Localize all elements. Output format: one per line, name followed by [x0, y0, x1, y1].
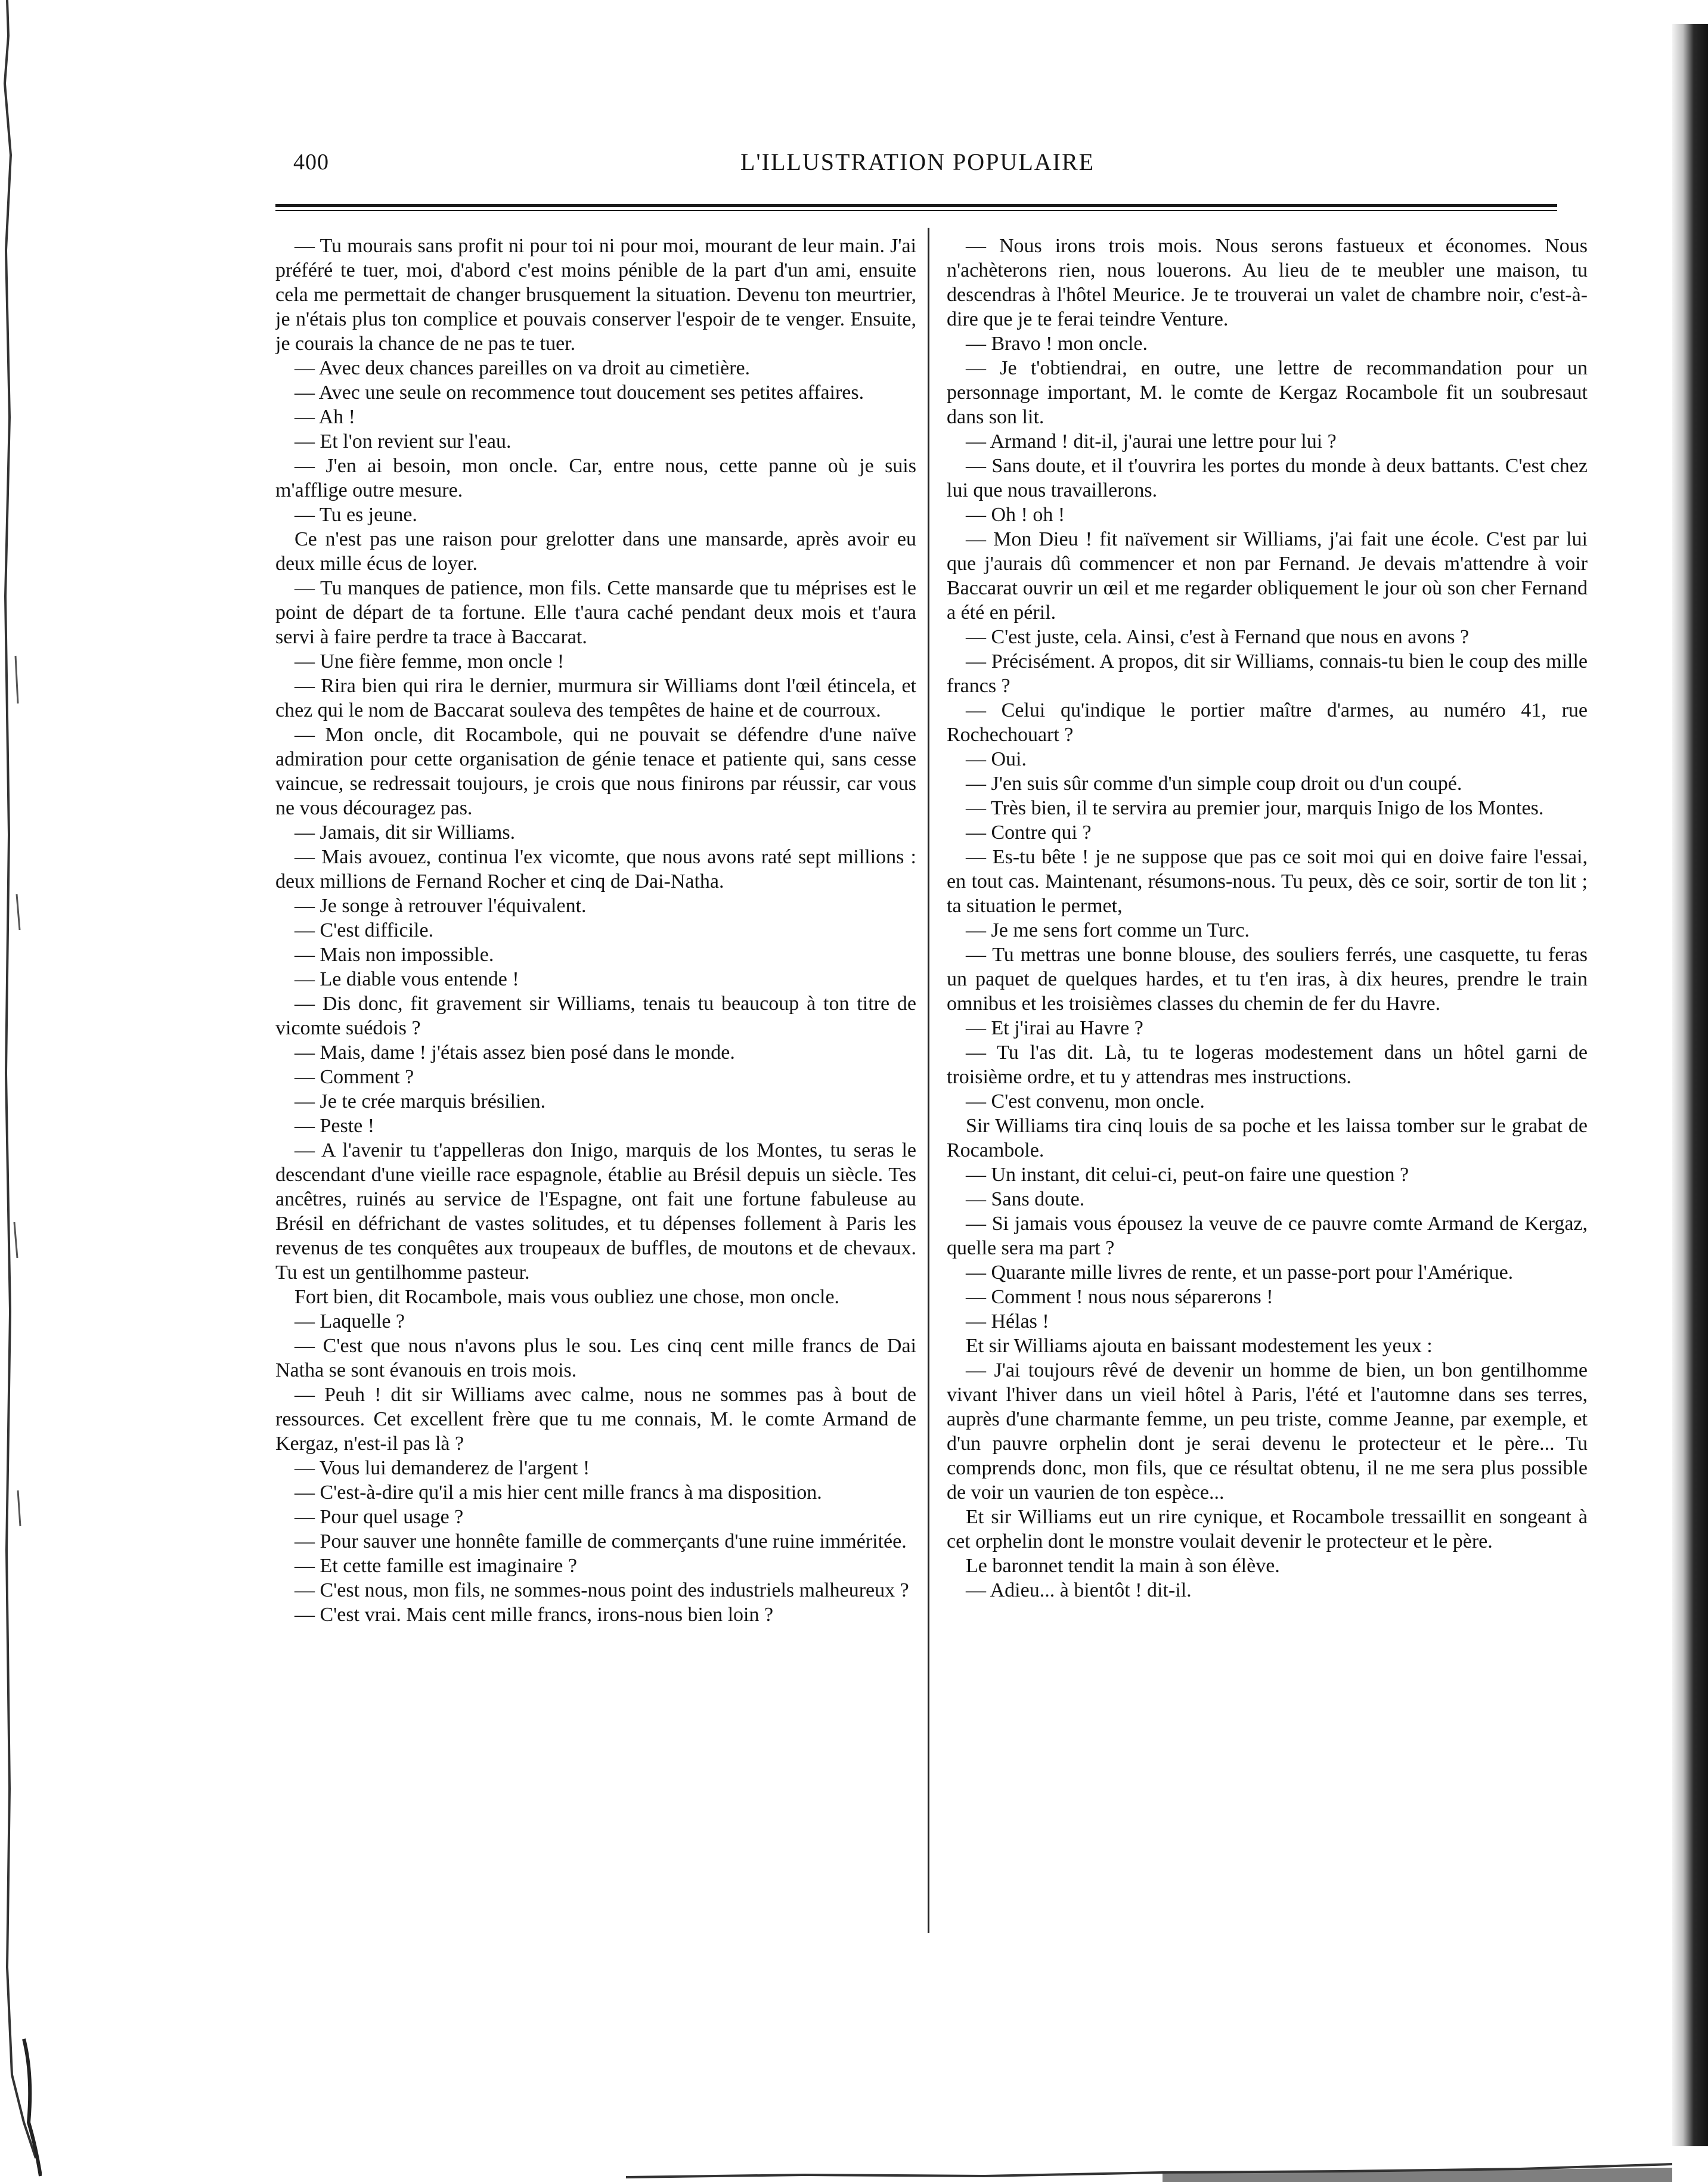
paragraph: — Je songe à retrouver l'équivalent. — [295, 895, 587, 917]
paragraph: — Mais avouez, continua l'ex vicomte, que nous avons raté sept millions : deux millions de Fernand Rocher et cinq de Dai-Natha. — [275, 846, 916, 892]
paragraph: Et sir Williams ajouta en baissant modestement les yeux : — [966, 1335, 1433, 1357]
paragraph: — Mon Dieu ! fit naïvement sir Williams, j'ai fait une école. C'est par lui que j'aurais dû commencer et non par Fernand. Je devais m'attendre à voir Baccarat ouvrir un œil et me regarder obliquement le jour où son cher Fernand a été en péril. — [947, 528, 1588, 624]
paragraph: — Peuh ! dit sir Williams avec calme, nous ne sommes pas à bout de ressources. Cet excellent frère que tu me connais, M. le comte Armand de Kergaz, n'est-il pas là ? — [275, 1384, 916, 1455]
paragraph: Ce n'est pas une raison pour grelotter dans une mansarde, après avoir eu deux mille écus de loyer. — [275, 528, 916, 575]
paragraph: — Si jamais vous épousez la veuve de ce pauvre comte Armand de Kergaz, quelle sera ma part ? — [947, 1213, 1588, 1259]
paragraph: — Es-tu bête ! je ne suppose que pas ce soit moi qui en doive faire l'essai, en tout cas. Maintenant, résumons-nous. Tu peux, dès ce soir, sortir de ton lit ; ta situation le permet, — [947, 846, 1588, 917]
paragraph: — C'est juste, cela. Ainsi, c'est à Fernand que nous en avons ? — [966, 626, 1470, 648]
paragraph: — J'ai toujours rêvé de devenir un homme de bien, un bon gentilhomme vivant l'hiver dans un vieil hôtel à Paris, l'été et l'automne dans ses terres, auprès d'une charmante femme, un peu triste, comme Jeanne, par exemple, et d'un pauvre orphelin dont je serai devenu le protecteur et le père... Tu comprends donc, mon fils, que ce résultat obtenu, il ne me sera plus possible de voir un vaurien de ton espèce... — [947, 1359, 1588, 1504]
paragraph: — Armand ! dit-il, j'aurai une lettre pour lui ? — [966, 430, 1337, 452]
header-rule — [275, 210, 1557, 211]
paragraph: — A l'avenir tu t'appelleras don Inigo, marquis de los Montes, tu seras le descendant d'une vieille race espagnole, établie au Brésil depuis un siècle. Tes ancêtres, ruinés au service de l'Espagne, ont fait une fortune fabuleuse au Brésil en défrichant de vastes solitudes, et tu dépenses follement à Paris les revenus de tes conquêtes aux troupeaux de buffles, de moutons et de chevaux. Tu est un gentilhomme pasteur. — [275, 1139, 916, 1284]
scan-edge-bottom — [626, 2159, 1672, 2182]
paragraph: — Tu manques de patience, mon fils. Cette mansarde que tu méprises est le point de départ de ta fortune. Elle t'aura caché pendant deux mois et t'aura servi à faire perdre ta trace à Baccarat. — [275, 577, 916, 648]
paragraph: — C'est vrai. Mais cent mille francs, irons-nous bien loin ? — [295, 1604, 774, 1626]
paragraph: Le baronnet tendit la main à son élève. — [966, 1555, 1280, 1577]
scan-edge-left — [0, 0, 42, 2182]
paragraph: — Celui qu'indique le portier maître d'armes, au numéro 41, rue Rochechouart ? — [947, 699, 1588, 746]
running-title: L'ILLUSTRATION POPULAIRE — [740, 148, 1095, 175]
text-column-left — [275, 234, 916, 1951]
paragraph: — Le diable vous entende ! — [295, 968, 519, 990]
paragraph: — J'en suis sûr comme d'un simple coup droit ou d'un coupé. — [966, 773, 1462, 795]
paragraph: — Tu mettras une bonne blouse, des souliers ferrés, une casquette, tu feras un paquet de quelques hardes, et tu t'en iras, à dix heures, prendre le train omnibus et les troisièmes classes du chemin de fer du Havre. — [947, 944, 1588, 1015]
paragraph: — C'est convenu, mon oncle. — [966, 1090, 1205, 1112]
column-divider — [928, 228, 929, 1933]
text-column-right — [947, 234, 1588, 1951]
scan-edge-right — [1672, 24, 1708, 2146]
paragraph: — Nous irons trois mois. Nous serons fastueux et économes. Nous n'achèterons rien, nous louerons. Au lieu de te meubler une maison, tu descendras à l'hôtel Meurice. Je te trouverai un valet de chambre noir, c'est-à-dire que je te ferai teindre Venture. — [947, 235, 1588, 330]
paragraph: — Tu mourais sans profit ni pour toi ni pour moi, mourant de leur main. J'ai préféré te tuer, moi, d'abord c'est moins pénible de la part d'un ami, ensuite cela me permettait de changer brusquement la situation. Devenu ton meurtrier, je n'étais plus ton complice et pouvais conserver l'espoir de te venger. Ensuite, je courais la chance de ne pas te tuer. — [275, 235, 916, 355]
paragraph: — Tu es jeune. — [295, 504, 417, 526]
paragraph: — Très bien, il te servira au premier jour, marquis Inigo de los Montes. — [966, 797, 1544, 819]
paragraph: — Bravo ! mon oncle. — [966, 333, 1148, 355]
paragraph: — Oui. — [966, 748, 1027, 770]
paragraph: — Pour sauver une honnête famille de commerçants d'une ruine imméritée. — [295, 1530, 907, 1552]
paragraph: — Une fière femme, mon oncle ! — [295, 650, 565, 672]
paragraph: — Et l'on revient sur l'eau. — [295, 430, 512, 452]
paragraph: — C'est que nous n'avons plus le sou. Les cinq cent mille francs de Dai Natha se sont évanouis en trois mois. — [275, 1335, 916, 1381]
paragraph: — C'est-à-dire qu'il a mis hier cent mille francs à ma disposition. — [295, 1481, 822, 1504]
paragraph: — Et j'irai au Havre ? — [966, 1017, 1143, 1039]
paragraph: — Rira bien qui rira le dernier, murmura sir Williams dont l'œil étincela, et chez qui le nom de Baccarat souleva des tempêtes de haine et de courroux. — [275, 675, 916, 721]
paragraph: — Tu l'as dit. Là, tu te logeras modestement dans un hôtel garni de troisième ordre, et tu y attendras mes instructions. — [947, 1042, 1588, 1088]
paragraph: — Sans doute, et il t'ouvrira les portes du monde à deux battants. C'est chez lui que nous travaillerons. — [947, 455, 1588, 501]
paragraph: — Vous lui demanderez de l'argent ! — [295, 1457, 590, 1479]
paragraph: — Je te crée marquis brésilien. — [295, 1090, 546, 1112]
paragraph: — Je t'obtiendrai, en outre, une lettre de recommandation pour un personnage important, M. le comte de Kergaz Rocambole fit un soubresaut dans son lit. — [947, 357, 1588, 428]
paragraph: — Comment ? — [295, 1066, 414, 1088]
paragraph: — Jamais, dit sir Williams. — [295, 822, 516, 844]
paragraph: — Contre qui ? — [966, 822, 1092, 844]
paragraph: — J'en ai besoin, mon oncle. Car, entre nous, cette panne où je suis m'afflige outre mesure. — [275, 455, 916, 501]
paragraph: — C'est nous, mon fils, ne sommes-nous point des industriels malheureux ? — [295, 1579, 909, 1601]
paragraph: — Quarante mille livres de rente, et un passe-port pour l'Amérique. — [966, 1262, 1514, 1284]
paragraph: — Peste ! — [295, 1115, 375, 1137]
paragraph: — Oh ! oh ! — [966, 504, 1065, 526]
paragraph: — Mais non impossible. — [295, 944, 494, 966]
page-number: 400 — [293, 150, 329, 175]
paragraph: — Pour quel usage ? — [295, 1506, 464, 1528]
paragraph: — Précisément. A propos, dit sir Williams, connais-tu bien le coup des mille francs ? — [947, 650, 1588, 697]
page-header — [275, 145, 1557, 187]
paragraph: Sir Williams tira cinq louis de sa poche et les laissa tomber sur le grabat de Rocambole. — [947, 1115, 1588, 1161]
paragraph: — Dis donc, fit gravement sir Williams, tenais tu beaucoup à ton titre de vicomte suédois ? — [275, 993, 916, 1039]
paragraph: — Avec une seule on recommence tout doucement ses petites affaires. — [295, 382, 864, 404]
paragraph: — Un instant, dit celui-ci, peut-on faire une question ? — [966, 1164, 1409, 1186]
paragraph: — Ah ! — [295, 406, 355, 428]
paragraph: — Et cette famille est imaginaire ? — [295, 1555, 577, 1577]
paragraph: Fort bien, dit Rocambole, mais vous oubliez une chose, mon oncle. — [295, 1286, 840, 1308]
paragraph: — Comment ! nous nous séparerons ! — [966, 1286, 1273, 1308]
paragraph: — C'est difficile. — [295, 919, 434, 941]
paragraph: Et sir Williams eut un rire cynique, et Rocambole tressaillit en songeant à cet orphelin dont le monstre voulait devenir le protecteur et le père. — [947, 1506, 1588, 1552]
paragraph: — Sans doute. — [966, 1188, 1085, 1210]
paragraph: — Je me sens fort comme un Turc. — [966, 919, 1250, 941]
paragraph: — Mon oncle, dit Rocambole, qui ne pouvait se défendre d'une naïve admiration pour cette organisation de génie tenace et patiente qui, sans cesse vaincue, se redressait toujours, je crois que nous finirons par réussir, car vous ne vous découragez pas. — [275, 724, 916, 819]
paragraph: — Mais, dame ! j'étais assez bien posé dans le monde. — [295, 1042, 735, 1064]
paragraph: — Avec deux chances pareilles on va droit au cimetière. — [295, 357, 751, 379]
header-rule — [275, 204, 1557, 207]
paragraph: — Adieu... à bientôt ! dit-il. — [966, 1579, 1192, 1601]
paragraph: — Laquelle ? — [295, 1310, 405, 1332]
paragraph: — Hélas ! — [966, 1310, 1049, 1332]
